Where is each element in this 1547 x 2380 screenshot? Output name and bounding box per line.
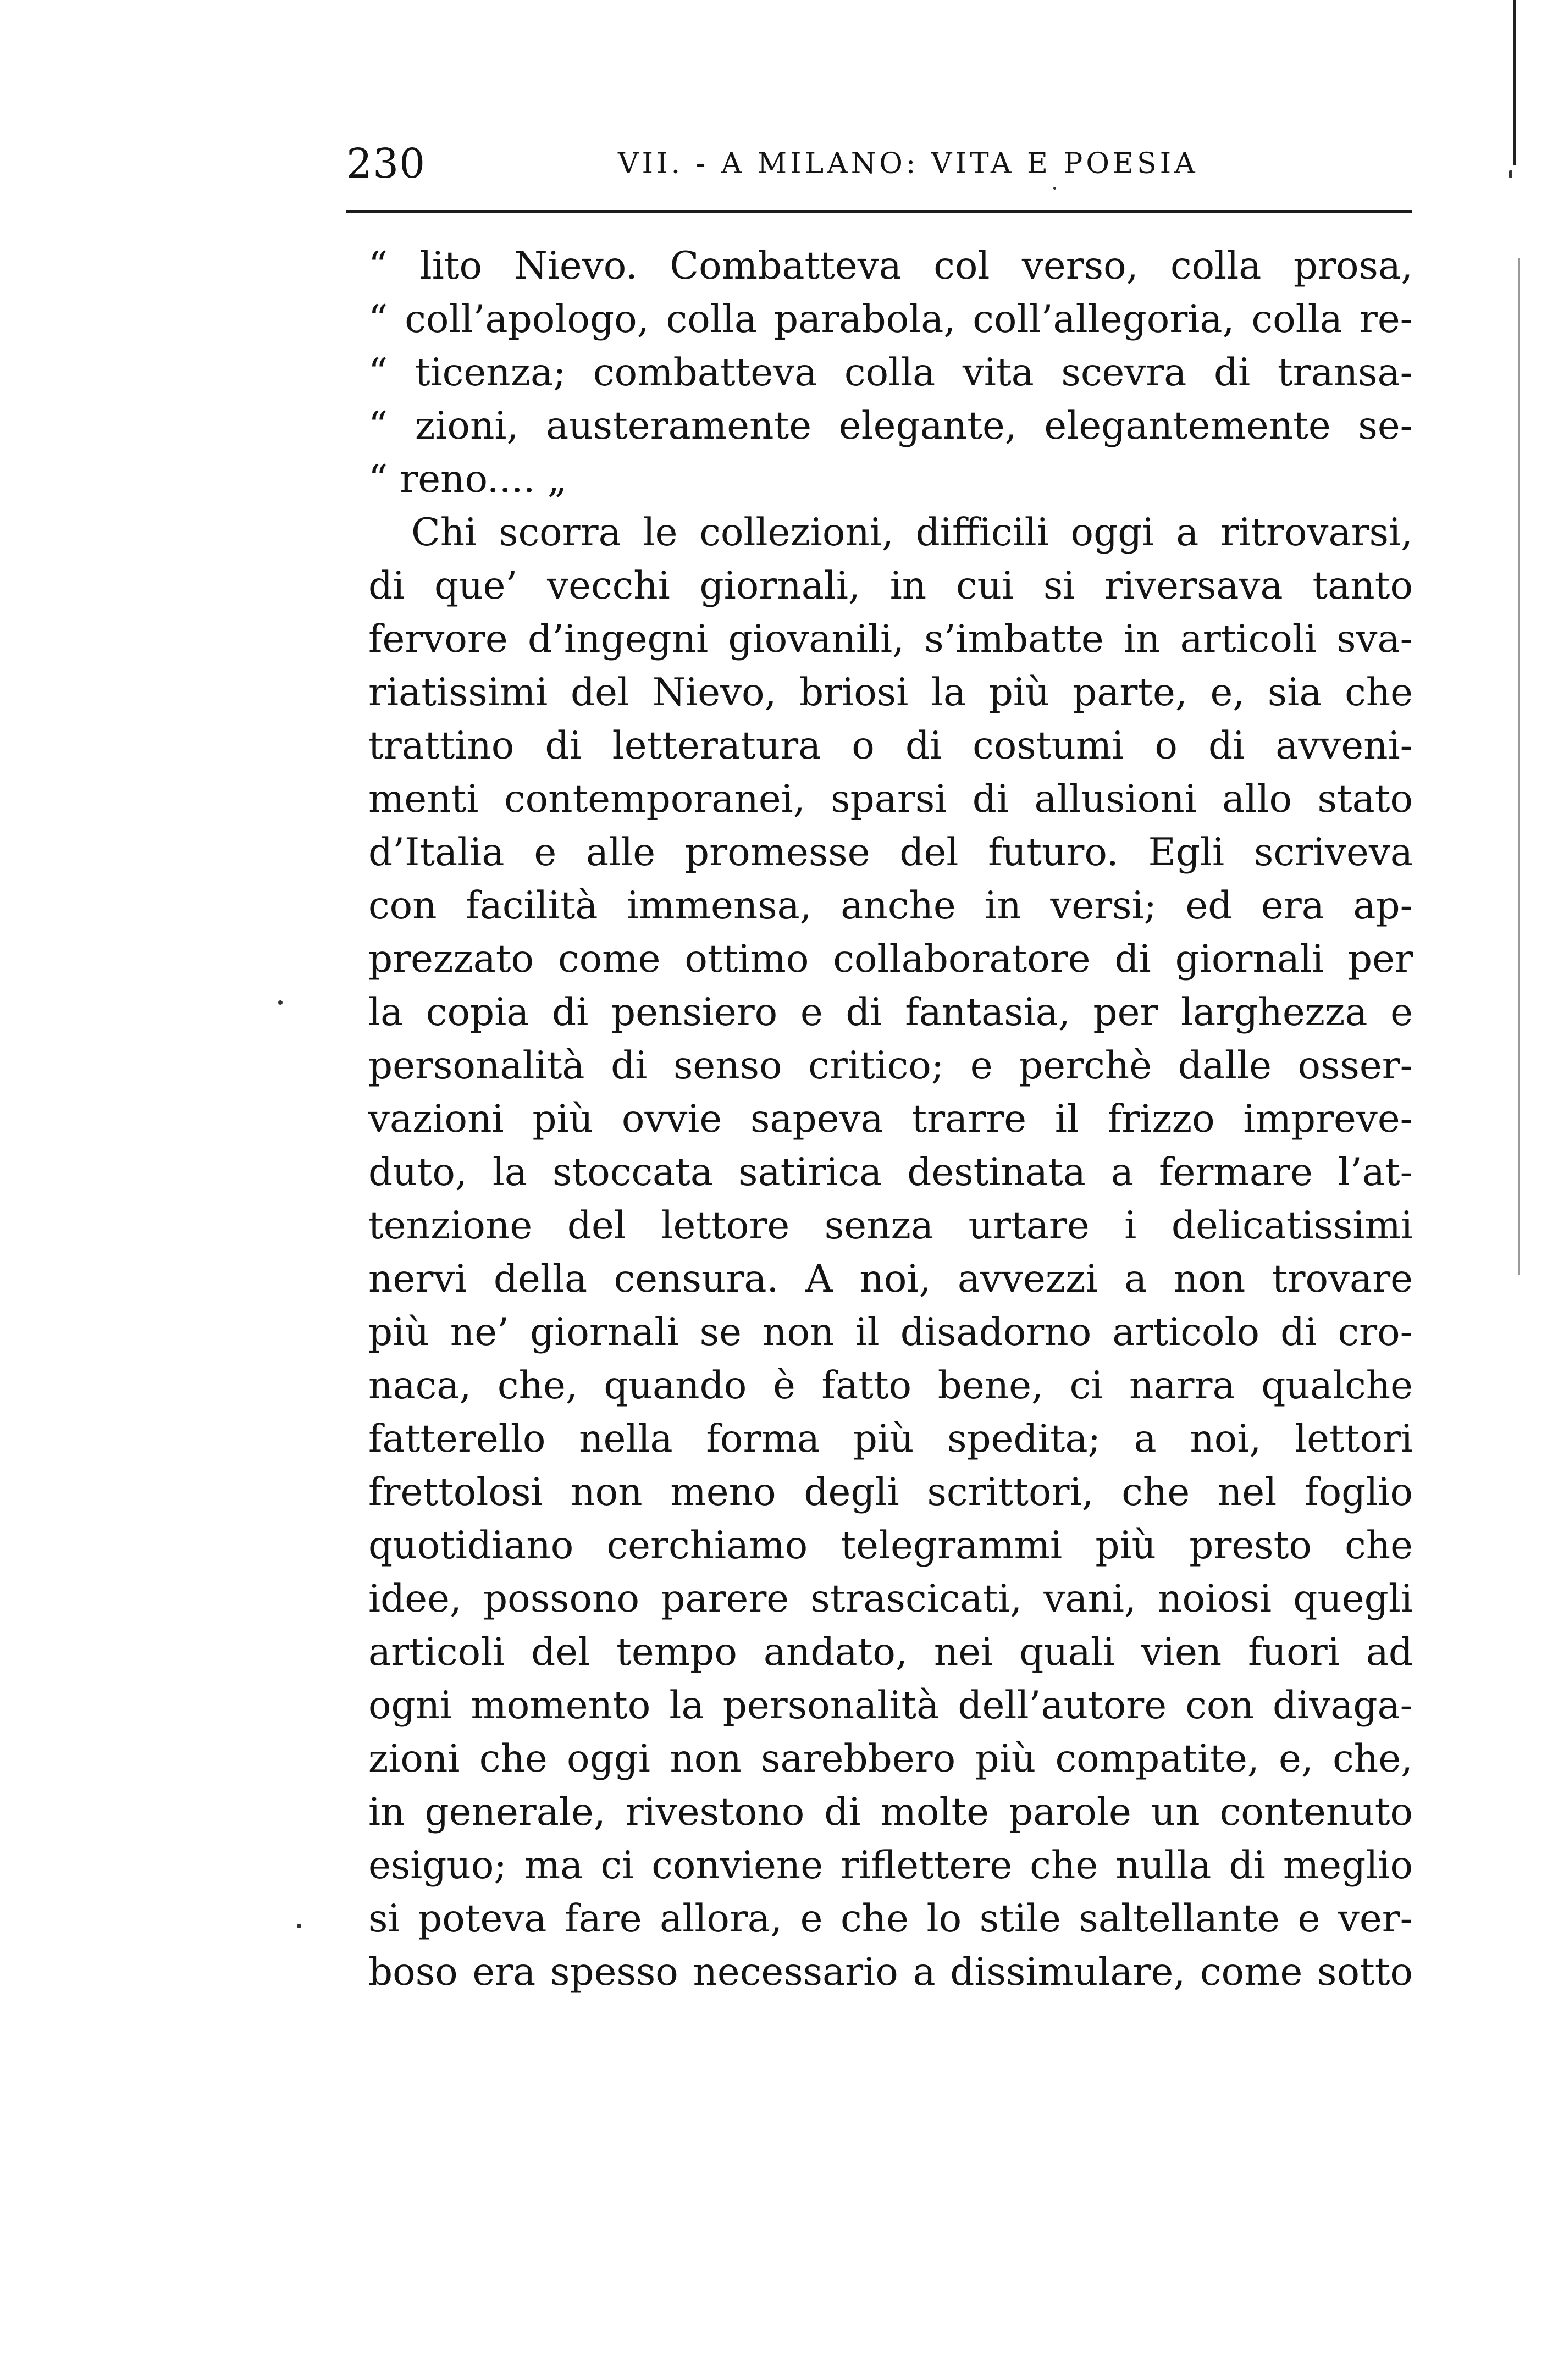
text-line: nervi della censura. A noi, avvezzi a non trovare bbox=[368, 1257, 1413, 1301]
text-line: d’Italia e alle promesse del futuro. Egli scriveva bbox=[368, 831, 1413, 874]
scan-edge-mark bbox=[1513, 0, 1516, 165]
text-line: prezzato come ottimo collaboratore di giornali per bbox=[368, 937, 1413, 981]
scan-speck bbox=[278, 1000, 283, 1005]
text-line: boso era spesso necessario a dissimulare, come sotto bbox=[368, 1950, 1413, 1994]
text-line: riatissimi del Nievo, briosi la più parte, e, sia che bbox=[368, 671, 1413, 715]
text-line: si poteva fare allora, e che lo stile saltellante e ver- bbox=[368, 1897, 1413, 1941]
page-number: 230 bbox=[346, 140, 426, 187]
text-line: trattino di letteratura o di costumi o di avveni- bbox=[368, 724, 1413, 768]
scan-speck bbox=[1509, 170, 1512, 178]
text-line: menti contemporanei, sparsi di allusioni allo stato bbox=[368, 777, 1413, 821]
text-line: articoli del tempo andato, nei quali vien fuori ad bbox=[368, 1630, 1413, 1674]
text-line: fervore d’ingegni giovanili, s’imbatte in articoli sva- bbox=[368, 617, 1413, 661]
header-rule bbox=[346, 210, 1412, 213]
text-line: idee, possono parere strascicati, vani, noiosi quegli bbox=[368, 1577, 1413, 1621]
text-line: Chi scorra le collezioni, difficili oggi a ritrovarsi, bbox=[411, 511, 1413, 555]
text-line: “ lito Nievo. Combatteva col verso, colla prosa, bbox=[368, 244, 1413, 288]
text-line: ogni momento la personalità dell’autore con divaga- bbox=[368, 1684, 1413, 1728]
text-line: in generale, rivestono di molte parole un contenuto bbox=[368, 1790, 1413, 1834]
text-line: con facilità immensa, anche in versi; ed era ap- bbox=[368, 884, 1413, 928]
text-line: “ coll’apologo, colla parabola, coll’allegoria, colla re- bbox=[368, 297, 1413, 341]
text-line: tenzione del lettore senza urtare i delicatissimi bbox=[368, 1204, 1413, 1248]
text-line: “ ticenza; combatteva colla vita scevra di transa- bbox=[368, 351, 1413, 395]
text-line: personalità di senso critico; e perchè dalle osser- bbox=[368, 1044, 1413, 1088]
text-line: di que’ vecchi giornali, in cui si riversava tanto bbox=[368, 564, 1413, 608]
text-line: duto, la stoccata satirica destinata a fermare l’at- bbox=[368, 1150, 1413, 1194]
text-line: esiguo; ma ci conviene riflettere che nulla di meglio bbox=[368, 1844, 1413, 1888]
text-line: “ reno.... „ bbox=[368, 457, 567, 501]
scan-speck bbox=[1053, 187, 1056, 190]
text-line: frettolosi non meno degli scrittori, che nel foglio bbox=[368, 1470, 1413, 1514]
text-line: “ zioni, austeramente elegante, elegantemente se- bbox=[368, 404, 1413, 448]
text-line: zioni che oggi non sarebbero più compatite, e, che, bbox=[368, 1737, 1413, 1781]
scan-edge-mark bbox=[1518, 258, 1520, 1275]
running-head bbox=[346, 131, 1446, 197]
text-line: quotidiano cerchiamo telegrammi più presto che bbox=[368, 1524, 1413, 1568]
chapter-title: VII. - A MILANO: VITA E POESIA bbox=[618, 147, 1198, 180]
body-text bbox=[368, 240, 1413, 1999]
text-line: vazioni più ovvie sapeva trarre il frizzo impreve- bbox=[368, 1097, 1413, 1141]
text-line: fatterello nella forma più spedita; a noi, lettori bbox=[368, 1417, 1413, 1461]
text-line: più ne’ giornali se non il disadorno articolo di cro- bbox=[368, 1310, 1413, 1354]
scan-speck bbox=[297, 1924, 301, 1928]
text-line: la copia di pensiero e di fantasia, per larghezza e bbox=[368, 990, 1413, 1034]
text-line: naca, che, quando è fatto bene, ci narra qualche bbox=[368, 1364, 1413, 1408]
